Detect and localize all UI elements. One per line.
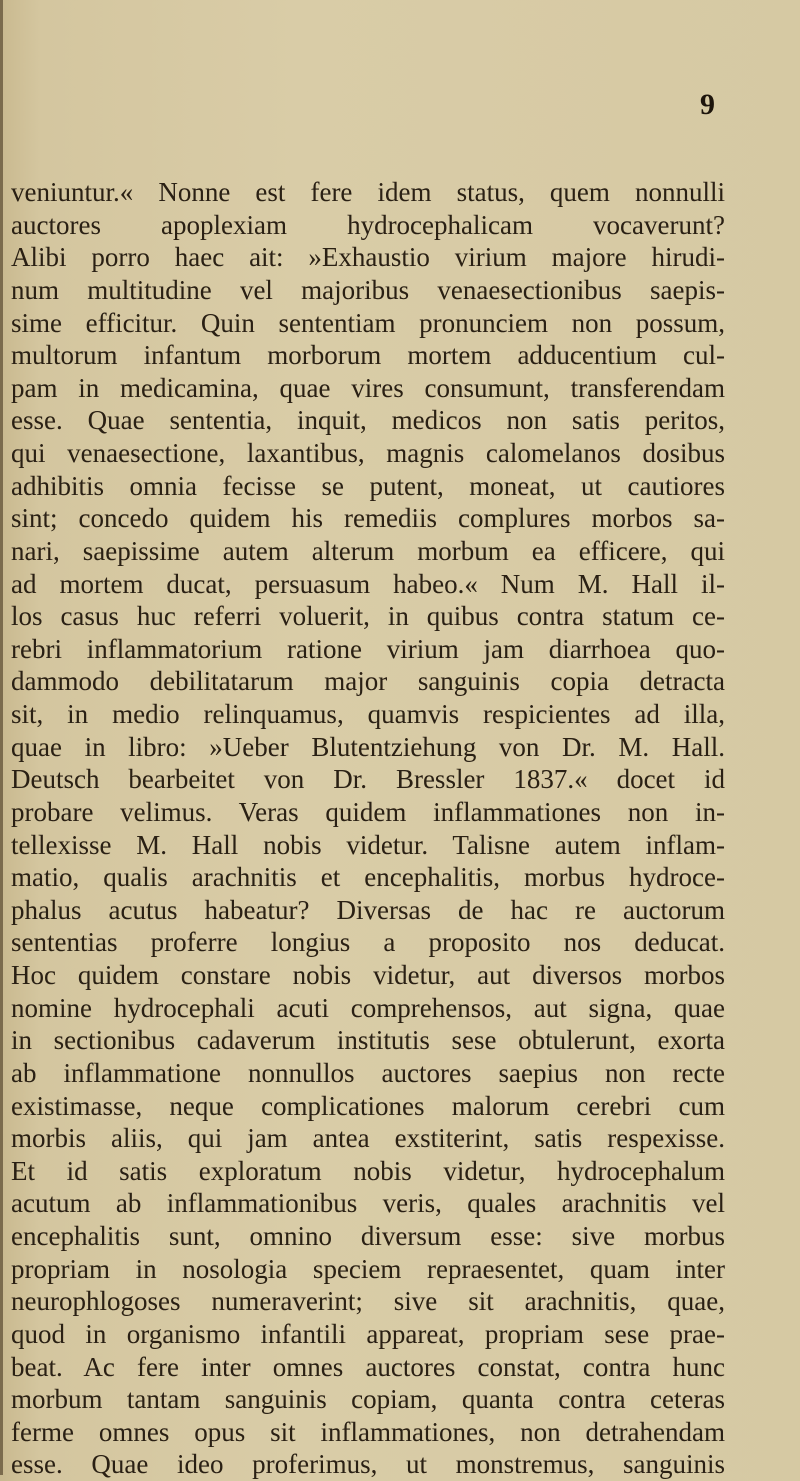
text-line: tellexisse M. Hall nobis videtur. Talisne autem inflam- xyxy=(11,829,725,860)
text-line: ad mortem ducat, persuasum habeo.« Num M. Hall il- xyxy=(11,568,725,599)
text-line: ab inflammatione nonnullos auctores saepius non recte xyxy=(11,1057,725,1088)
text-line: sime efficitur. Quin sententiam pronunciem non possum, xyxy=(11,307,725,338)
text-line: sit, in medio relinquamus, quamvis respicientes ad illa, xyxy=(11,699,725,729)
text-line: veniuntur.« Nonne est fere idem status, quem nonnulli xyxy=(11,177,725,207)
page-number: 9 xyxy=(700,88,715,121)
text-line: sint; concedo quidem his remediis complures morbos sa- xyxy=(11,503,725,534)
text-line: esse. Quae sententia, inquit, medicos non satis peritos, xyxy=(11,405,725,436)
text-line: Deutsch bearbeitet von Dr. Bressler 1837.« docet id xyxy=(11,764,725,795)
text-line: dammodo debilitatarum major sanguinis copia detracta xyxy=(11,666,725,697)
text-line: esse. Quae ideo proferimus, ut monstremus, sanguinis xyxy=(11,1449,725,1480)
text-line: in sectionibus cadaverum institutis sese obtulerunt, exorta xyxy=(11,1025,725,1056)
text-line: nari, saepissime autem alterum morbum ea efficere, qui xyxy=(11,535,725,566)
text-line: quae in libro: »Ueber Blutentziehung von Dr. M. Hall. xyxy=(11,731,725,762)
text-line: matio, qualis arachnitis et encephalitis, morbus hydroce- xyxy=(11,862,725,893)
text-line: auctores apoplexiam hydrocephalicam vocaverunt? xyxy=(11,209,725,240)
text-line: existimasse, neque complicationes malorum cerebri cum xyxy=(11,1090,725,1121)
text-line: Et id satis exploratum nobis videtur, hydrocephalum xyxy=(11,1155,725,1186)
text-line: pam in medicamina, quae vires consumunt, transferendam xyxy=(11,372,725,403)
text-line: adhibitis omnia fecisse se putent, moneat, ut cautiores xyxy=(11,470,725,501)
text-line: num multitudine vel majoribus venaesectionibus saepis- xyxy=(11,274,725,305)
text-line: sententias proferre longius a proposito nos deducat. xyxy=(11,927,725,958)
text-line: acutum ab inflammationibus veris, quales arachnitis vel xyxy=(11,1188,725,1219)
text-line: multorum infantum morborum mortem adducentium cul- xyxy=(11,340,725,371)
text-line: nomine hydrocephali acuti comprehensos, aut signa, quae xyxy=(11,992,725,1023)
text-line: Hoc quidem constare nobis videtur, aut diversos morbos xyxy=(11,960,725,990)
text-line: beat. Ac fere inter omnes auctores constat, contra hunc xyxy=(11,1351,725,1382)
body-text xyxy=(11,176,725,1481)
text-line: rebri inflammatorium ratione virium jam diarrhoea quo- xyxy=(11,633,725,664)
text-line: morbis aliis, qui jam antea exstiterint, satis respexisse. xyxy=(11,1123,725,1154)
text-line: phalus acutus habeatur? Diversas de hac re auctorum xyxy=(11,894,725,925)
page-edge xyxy=(0,0,3,1475)
text-line: morbum tantam sanguinis copiam, quanta contra ceteras xyxy=(11,1384,725,1415)
text-line: quod in organismo infantili appareat, propriam sese prae- xyxy=(11,1318,725,1349)
text-line: los casus huc referri voluerit, in quibus contra statum ce- xyxy=(11,601,725,632)
text-line: ferme omnes opus sit inflammationes, non detrahendam xyxy=(11,1416,725,1447)
text-line: propriam in nosologia speciem repraesentet, quam inter xyxy=(11,1253,725,1284)
text-line: qui venaesectione, laxantibus, magnis calomelanos dosibus xyxy=(11,438,725,468)
text-line: probare velimus. Veras quidem inflammationes non in- xyxy=(11,796,725,827)
text-line: encephalitis sunt, omnino diversum esse: sive morbus xyxy=(11,1221,725,1251)
text-line: Alibi porro haec ait: »Exhaustio virium majore hirudi- xyxy=(11,242,725,273)
text-line: neurophlogoses numeraverint; sive sit arachnitis, quae, xyxy=(11,1286,725,1317)
